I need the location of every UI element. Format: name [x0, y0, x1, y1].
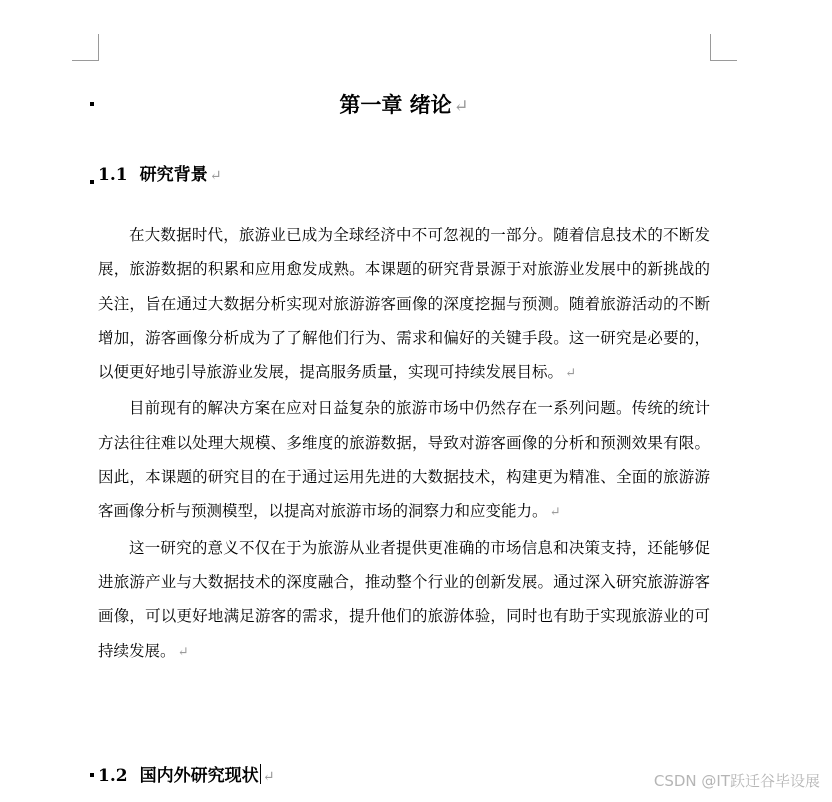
- paragraph-mark-icon: ↵: [209, 168, 222, 184]
- body-text[interactable]: [98, 218, 710, 670]
- paragraph-text: 在大数据时代，旅游业已成为全球经济中不可忽视的一部分。随着信息技术的不断发展，旅游数据的积累和应用愈发成熟。本课题的研究背景源于对旅游业发展中的新挑战的关注，旨在通过大数据分析实现对旅游游客画像的深度挖掘与预测。随着旅游活动的不断增加，游客画像分析成为了了解他们行为、需求和偏好的关键手段。这一研究是必要的，以便更好地引导旅游业发展，提高服务质量，实现可持续发展目标。: [98, 226, 710, 382]
- paragraph-2[interactable]: [98, 391, 710, 530]
- section-number: 1.1: [98, 165, 128, 185]
- section-number: 1.2: [98, 766, 128, 786]
- heading-bullet-marker: [90, 180, 94, 184]
- paragraph-mark-icon: ↵: [453, 96, 469, 117]
- paragraph-mark-icon: ↵: [262, 769, 275, 785]
- chapter-title[interactable]: [98, 88, 710, 124]
- paragraph-1[interactable]: [98, 218, 710, 391]
- paragraph-text: 目前现有的解决方案在应对日益复杂的旅游市场中仍然存在一系列问题。传统的统计方法往往难以处理大规模、多维度的旅游数据，导致对游客画像的分析和预测效果有限。因此，本课题的研究目的在于通过运用先进的大数据技术，构建更为精准、全面的旅游游客画像分析与预测模型，以提高对旅游市场的洞察力和应变能力。: [98, 399, 710, 521]
- text-cursor: [260, 764, 261, 784]
- paragraph-3[interactable]: [98, 531, 710, 670]
- page-corner-mark-top-right: [710, 34, 737, 61]
- section-title: 国内外研究现状: [139, 766, 259, 786]
- section-heading-1-2[interactable]: [98, 762, 275, 791]
- paragraph-text: 这一研究的意义不仅在于为旅游从业者提供更准确的市场信息和决策支持，还能够促进旅游产业与大数据技术的深度融合，推动整个行业的创新发展。通过深入研究旅游游客画像，可以更好地满足游客的需求，提升他们的旅游体验，同时也有助于实现旅游业的可持续发展。: [98, 538, 710, 660]
- paragraph-mark-icon: ↵: [549, 505, 561, 521]
- paragraph-mark-icon: ↵: [177, 644, 189, 660]
- section-title: 研究背景: [139, 165, 208, 185]
- page-corner-mark-top-left: [72, 34, 99, 61]
- chapter-title-text: 第一章 绪论: [339, 92, 452, 117]
- paragraph-mark-icon: ↵: [565, 366, 577, 382]
- heading-bullet-marker: [90, 773, 94, 777]
- watermark: CSDN @IT跃迁谷毕设展: [653, 772, 820, 790]
- section-heading-1-1[interactable]: [98, 161, 222, 190]
- heading-bullet-marker: [90, 102, 94, 106]
